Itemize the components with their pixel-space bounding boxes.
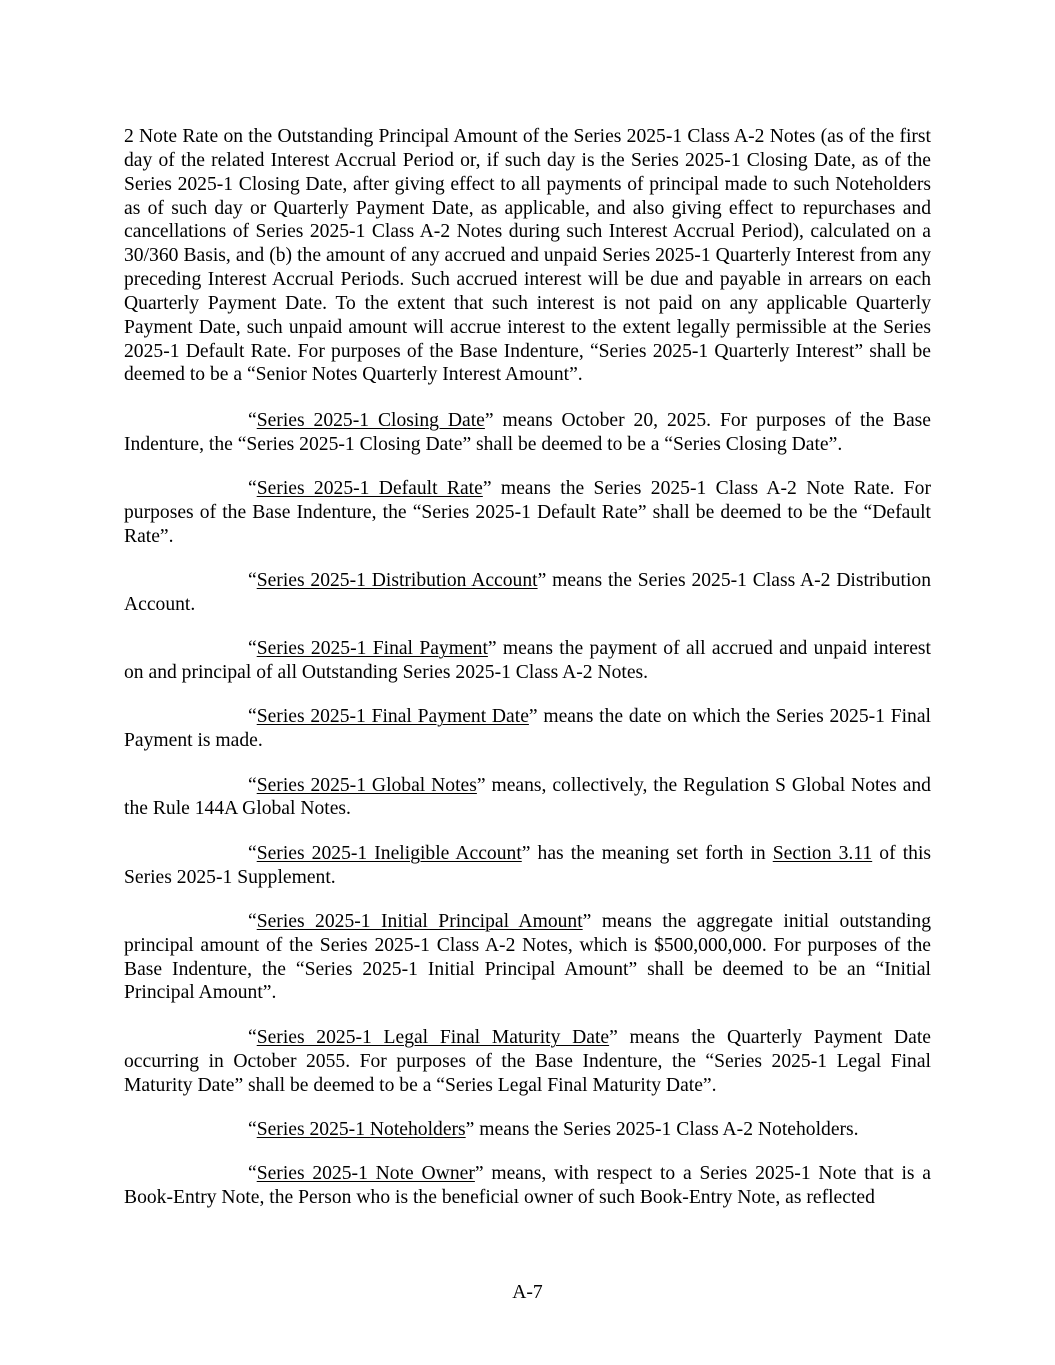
definition-final-payment-date: [124, 705, 931, 753]
document-page: [124, 125, 931, 1230]
definition-text: ” means the Series 2025-1 Class A-2 Noteholders.: [465, 1118, 859, 1140]
defined-term: Series 2025-1 Initial Principal Amount: [256, 910, 583, 932]
open-quote: “: [248, 1118, 257, 1140]
continuation-paragraph: 2 Note Rate on the Outstanding Principal Amount of the Series 2025-1 Class A-2 Notes (as of the first day of the related Interest Accrual Period or, if such day is the Series 2025-1 Closing Date, as of the Series 2025-1 Closing Date, after giving effect to all payments of principal made to such Noteholders as of such day or Quarterly Payment Date, as applicable, and also giving effect to repurchases and cancellations of Series 2025-1 Class A-2 Notes during such Interest Accrual Period), calculated on a 30/360 Basis, and (b) the amount of any accrued and unpaid Series 2025-1 Quarterly Interest from any preceding Interest Accrual Periods. Such accrued interest will be due and payable in arrears on each Quarterly Payment Date. To the extent that such interest is not paid on any applicable Quarterly Payment Date, such unpaid amount will accrue interest to the extent legally permissible at the Series 2025-1 Default Rate. For purposes of the Base Indenture, “Series 2025-1 Quarterly Interest” shall be deemed to be a “Senior Notes Quarterly Interest Amount”.: [124, 126, 931, 386]
open-quote: “: [248, 1163, 257, 1185]
defined-term: Series 2025-1 Legal Final Maturity Date: [256, 1026, 610, 1048]
definition-text: ” means, with respect to a Series 2025-1 Note that is a Book-Entry Note, the Person who is the beneficial owner of such Book-Entry Note, as reflected: [124, 1163, 931, 1209]
definition-noteholders: [124, 1118, 931, 1142]
definition-global-notes: [124, 774, 931, 822]
open-quote: “: [248, 477, 257, 499]
definition-text: of this Series 2025-1 Supplement.: [124, 842, 932, 888]
definition-text: ” means the payment of all accrued and unpaid interest on and principal of all Outstanding Series 2025-1 Class A-2 Notes.: [124, 638, 931, 684]
page-number: A-7: [512, 1282, 543, 1303]
defined-term: Series 2025-1 Global Notes: [256, 774, 477, 796]
open-quote: “: [248, 706, 257, 728]
defined-term: Series 2025-1 Note Owner: [256, 1163, 475, 1185]
open-quote: “: [248, 910, 257, 932]
definition-text: ” means October 20, 2025. For purposes of the Base Indenture, the “Series 2025-1 Closing Date” shall be deemed to be a “Series Closing Date”.: [124, 409, 931, 455]
open-quote: “: [248, 570, 257, 591]
defined-term: Series 2025-1 Noteholders: [256, 1118, 466, 1140]
definition-legal-final-maturity-date: [124, 1026, 931, 1098]
definition-text: ” means the aggregate initial outstanding principal amount of the Series 2025-1 Class A-2 Notes, which is $500,000,000. For purposes of the Base Indenture, the “Series 2025-1 Initial Principal Amount” shall be deemed to be an “Initial Principal Amount”.: [124, 910, 931, 1004]
definition-text: ” means the Series 2025-1 Class A-2 Distribution Account.: [124, 570, 931, 615]
definition-text: ” means the Series 2025-1 Class A-2 Note Rate. For purposes of the Base Indenture, the “Series 2025-1 Default Rate” shall be deemed to be the “Default Rate”.: [124, 477, 931, 547]
open-quote: “: [248, 638, 257, 660]
definition-text: ” means, collectively, the Regulation S Global Notes and the Rule 144A Global Notes.: [124, 774, 931, 820]
defined-term: Series 2025-1 Final Payment: [256, 638, 488, 660]
defined-term: Series 2025-1 Default Rate: [256, 477, 483, 499]
open-quote: “: [248, 774, 257, 796]
definition-ineligible-account: [124, 842, 931, 890]
definition-text: ” means the date on which the Series 2025-1 Final Payment is made.: [124, 706, 931, 752]
defined-term: Series 2025-1 Closing Date: [256, 409, 485, 431]
definition-final-payment: [124, 637, 931, 685]
definition-text: ” has the meaning set forth in: [521, 842, 773, 864]
definition-distribution-account: [124, 569, 931, 617]
definition-text: ” means the Quarterly Payment Date occurring in October 2055. For purposes of the Base Indenture, the “Series 2025-1 Legal Final Maturity Date” shall be deemed to be a “Series Legal Final Maturity Date”.: [124, 1026, 931, 1096]
open-quote: “: [248, 409, 257, 431]
definition-initial-principal-amount: [124, 910, 931, 1005]
open-quote: “: [248, 1026, 257, 1048]
definition-note-owner: [124, 1162, 931, 1210]
defined-term: Series 2025-1 Distribution Account: [256, 570, 538, 591]
defined-term: Series 2025-1 Ineligible Account: [256, 842, 522, 864]
open-quote: “: [248, 842, 257, 864]
section-reference-link[interactable]: Section 3.11: [772, 842, 873, 864]
definition-closing-date: [124, 409, 931, 457]
definition-default-rate: [124, 477, 931, 549]
defined-term: Series 2025-1 Final Payment Date: [256, 706, 529, 728]
